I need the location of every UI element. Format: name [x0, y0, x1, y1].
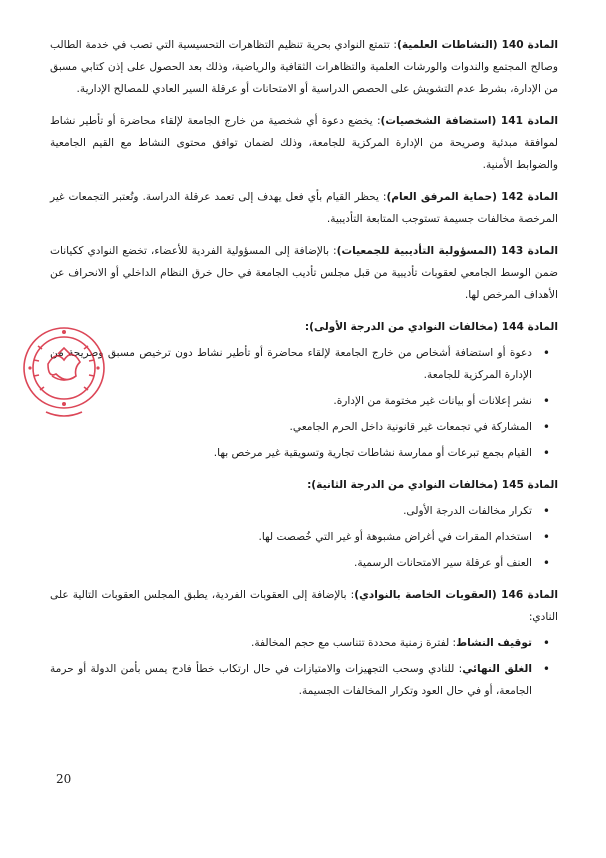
- article-143: [50, 240, 558, 306]
- list-item: [50, 632, 532, 654]
- article-title: المادة 143 (المسؤولية التأديبية للجمعيات): [336, 245, 558, 257]
- list-item: • القيام بجمع تبرعات أو ممارسة نشاطات تجارية وتسويقية غير مرخص بها.: [50, 442, 532, 464]
- list-item: • تكرار مخالفات الدرجة الأولى.: [50, 500, 532, 522]
- article-text: : يخضع دعوة أي شخصية من خارج الجامعة لإلقاء محاضرة أو تأطير نشاط لموافقة مبدئية وصريحة من الإدارة المركزية للجامعة، وذلك لضمان توافق محتوى النشاط مع القيم الجامعية والضوابط الأمنية.: [50, 115, 558, 171]
- article-title: المادة 141 (استضافة الشخصيات): [380, 115, 558, 127]
- article-title: المادة 142 (حماية المرفق العام): [386, 191, 559, 203]
- article-text: : بالإضافة إلى المسؤولية الفردية للأعضاء، تخضع النوادي ككيانات ضمن الوسط الجامعي لعقوبات تأديبية من قبل مجلس تأديب الجامعة في حال خرق النظام الداخلي أو الانحراف عن الأهداف المرخص لها.: [50, 245, 558, 301]
- list-item: • العنف أو عرقلة سير الامتحانات الرسمية.: [50, 552, 532, 574]
- violations-list-first-degree: [50, 342, 558, 464]
- article-145: [50, 474, 558, 574]
- list-item: • دعوة أو استضافة أشخاص من خارج الجامعة لإلقاء محاضرة أو تأطير نشاط دون ترخيص مسبق وصريحة من الإدارة المركزية للجامعة.: [50, 342, 532, 386]
- article-144: [50, 316, 558, 464]
- list-item: • نشر إعلانات أو بيانات غير مختومة من الإدارة.: [50, 390, 532, 412]
- list-item: • استخدام المقرات في أغراض مشبوهة أو غير التي خُصصت لها.: [50, 526, 532, 548]
- article-141: [50, 110, 558, 176]
- article-text: : يحظر القيام بأي فعل يهدف إلى تعمد عرقلة الدراسة. وتُعتبر التجمعات غير المرخصة مخالفات جسيمة تستوجب المتابعة التأديبية.: [50, 191, 558, 225]
- article-140: [50, 34, 558, 100]
- article-title: المادة 146 (العقوبات الخاصة بالنوادي): [354, 589, 559, 601]
- article-intro: : بالإضافة إلى العقوبات الفردية، يطبق المجلس العقوبات التالية على النادي:: [50, 589, 558, 623]
- list-item: [50, 658, 532, 702]
- sanction-text: : للنادي وسحب التجهيزات والامتيازات في حال ارتكاب خطأ فادح يمس بأمن الدولة أو حرمة الجامعة، أو في حال العود وتكرار المخالفات الجسيمة.: [50, 663, 532, 697]
- sanction-text: : لفترة زمنية محددة تتناسب مع حجم المخالفة.: [250, 637, 457, 649]
- article-title: المادة 144 (مخالفات النوادي من الدرجة الأولى):: [304, 321, 558, 333]
- sanction-label: الغلق النهائي: [462, 663, 532, 675]
- article-title: المادة 145 (مخالفات النوادي من الدرجة الثانية):: [307, 479, 558, 491]
- article-142: [50, 186, 558, 230]
- article-title: المادة 140 (النشاطات العلمية): [396, 39, 558, 51]
- list-item: • المشاركة في تجمعات غير قانونية داخل الحرم الجامعي.: [50, 416, 532, 438]
- violations-list-second-degree: [50, 500, 558, 574]
- page-number: 20: [56, 772, 72, 786]
- article-text: : تتمتع النوادي بحرية تنظيم التظاهرات التحسيسية التي تصب في خدمة الطالب وصالح المجتمع والندوات والورشات العلمية والتظاهرات الثقافية والرياضية، وذلك بعد الحصول على إذن كتابي مسبق من الإدارة، بشرط عدم التشويش على الحصص الدراسية أو الامتحانات أو عرقلة السير العادي للمصالح الإدارية.: [50, 39, 558, 95]
- official-seal-icon: [18, 316, 110, 426]
- article-146: [50, 584, 558, 702]
- sanctions-list: [50, 632, 558, 702]
- sanction-label: توقيف النشاط: [456, 637, 532, 649]
- document-page: [50, 34, 558, 712]
